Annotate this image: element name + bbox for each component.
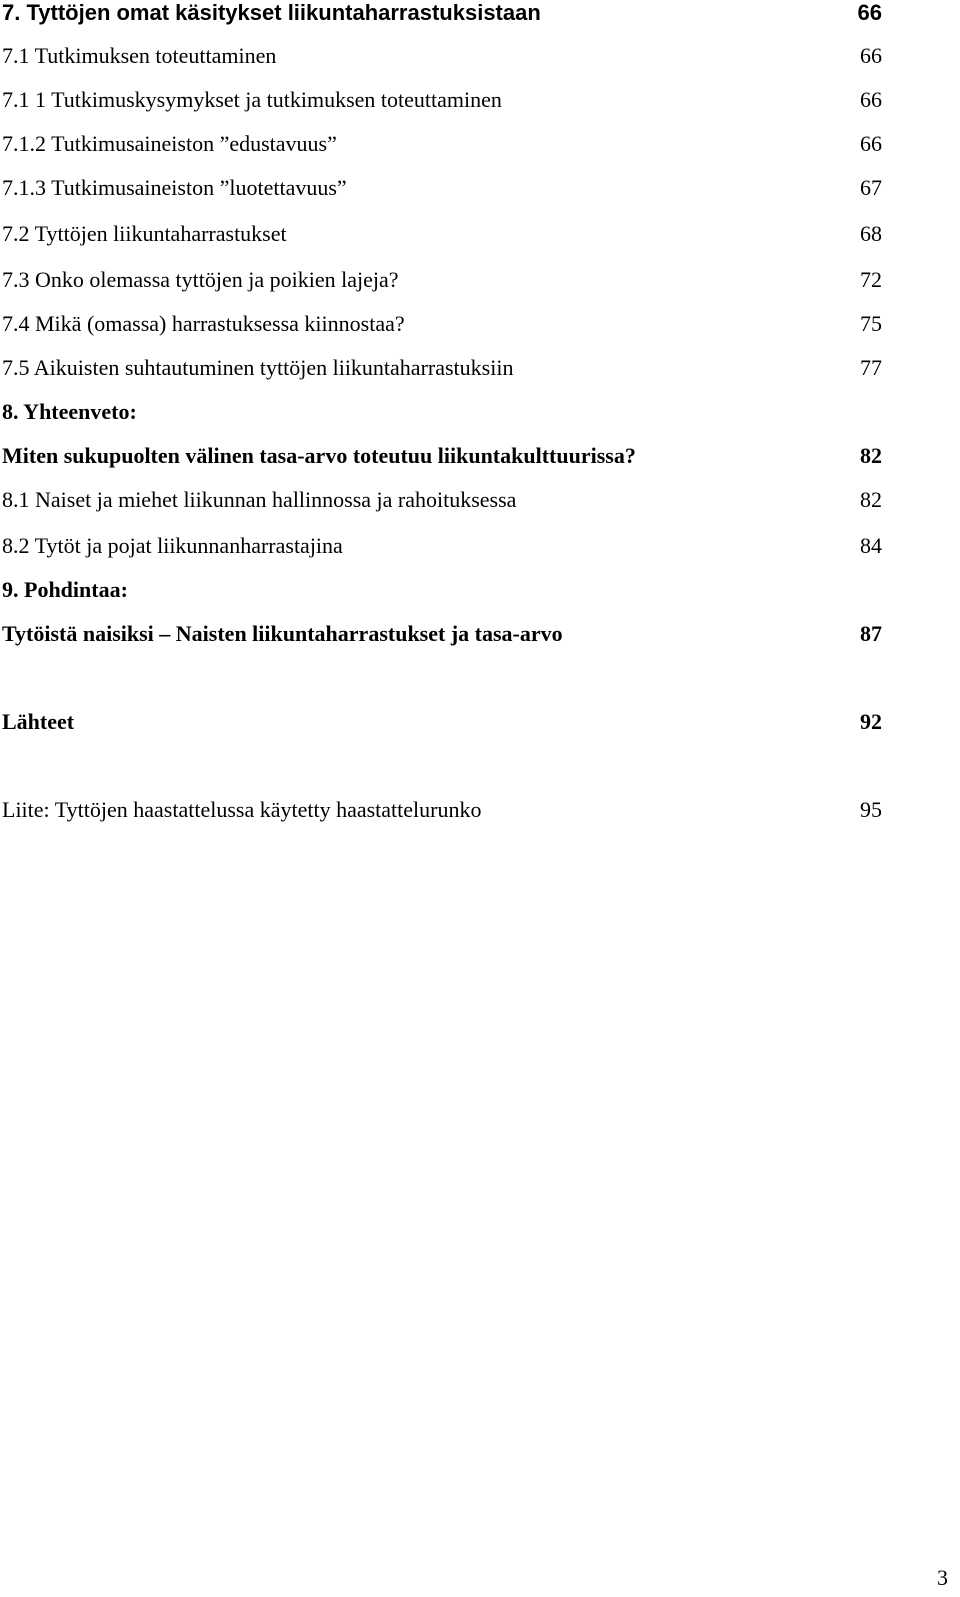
toc-entry-title: 7.3 Onko olemassa tyttöjen ja poikien lajeja? (2, 267, 399, 292)
toc-entry-page: 66 (860, 87, 882, 112)
toc-entry (2, 574, 882, 606)
toc-entry-page: 66 (860, 43, 882, 68)
toc-entry (2, 440, 882, 472)
toc-entry (2, 618, 882, 650)
toc-entry-title: 9. Pohdintaa: (2, 577, 128, 602)
toc-entry-page: 67 (860, 175, 882, 200)
toc-entry-title: 7.2 Tyttöjen liikuntaharrastukset (2, 221, 287, 246)
toc-entry (2, 84, 882, 116)
toc-entry-title: Liite: Tyttöjen haastattelussa käytetty haastattelurunko (2, 797, 482, 822)
toc-entry-page: 68 (860, 221, 882, 246)
toc-entry (2, 128, 882, 160)
toc-entry-page: 66 (857, 0, 882, 25)
toc-entry-page: 87 (860, 621, 882, 646)
toc-entry-title: 7. Tyttöjen omat käsitykset liikuntaharrastuksistaan (2, 0, 541, 25)
toc-entry (2, 530, 882, 562)
toc-entry (2, 308, 882, 340)
toc-entry-page: 66 (860, 131, 882, 156)
toc-entry-title: Tytöistä naisiksi – Naisten liikuntaharrastukset ja tasa-arvo (2, 621, 563, 646)
toc-entry (2, 0, 882, 29)
toc-entry (2, 396, 882, 428)
toc-entry-title: 8.1 Naiset ja miehet liikunnan hallinnossa ja rahoituksessa (2, 487, 517, 512)
toc-entry (2, 172, 882, 204)
toc-entry-title: 7.1 Tutkimuksen toteuttaminen (2, 43, 277, 68)
toc-entry-title: 7.1.3 Tutkimusaineiston ”luotettavuus” (2, 175, 347, 200)
toc-entry-page: 72 (860, 267, 882, 292)
toc-entry (2, 484, 882, 516)
toc-entry (2, 352, 882, 384)
toc-entry-page: 75 (860, 311, 882, 336)
toc-entry (2, 264, 882, 296)
toc-entry-title: 8. Yhteenveto: (2, 399, 137, 424)
page-number: 3 (937, 1565, 948, 1590)
toc-entry (2, 218, 882, 250)
toc-entry-page: 92 (860, 709, 882, 734)
toc-entry-title: 7.1 1 Tutkimuskysymykset ja tutkimuksen toteuttaminen (2, 87, 502, 112)
toc-entry-title: 8.2 Tytöt ja pojat liikunnanharrastajina (2, 533, 343, 558)
toc-entry-title: 7.1.2 Tutkimusaineiston ”edustavuus” (2, 131, 337, 156)
toc-entry-title: Lähteet (2, 709, 75, 734)
toc-entry-title: 7.4 Mikä (omassa) harrastuksessa kiinnostaa? (2, 311, 405, 336)
toc-entry-title: 7.5 Aikuisten suhtautuminen tyttöjen liikuntaharrastuksiin (2, 355, 514, 380)
toc-entry (2, 706, 882, 738)
toc-entry (2, 794, 882, 826)
toc-entry-title: Miten sukupuolten välinen tasa-arvo toteutuu liikuntakulttuurissa? (2, 443, 636, 468)
toc-entry-page: 77 (860, 355, 882, 380)
toc-entry-page: 84 (860, 533, 882, 558)
toc-entry-page: 95 (860, 797, 882, 822)
toc-entry-page: 82 (860, 443, 882, 468)
toc-entry-page: 82 (860, 487, 882, 512)
toc-entry (2, 40, 882, 72)
